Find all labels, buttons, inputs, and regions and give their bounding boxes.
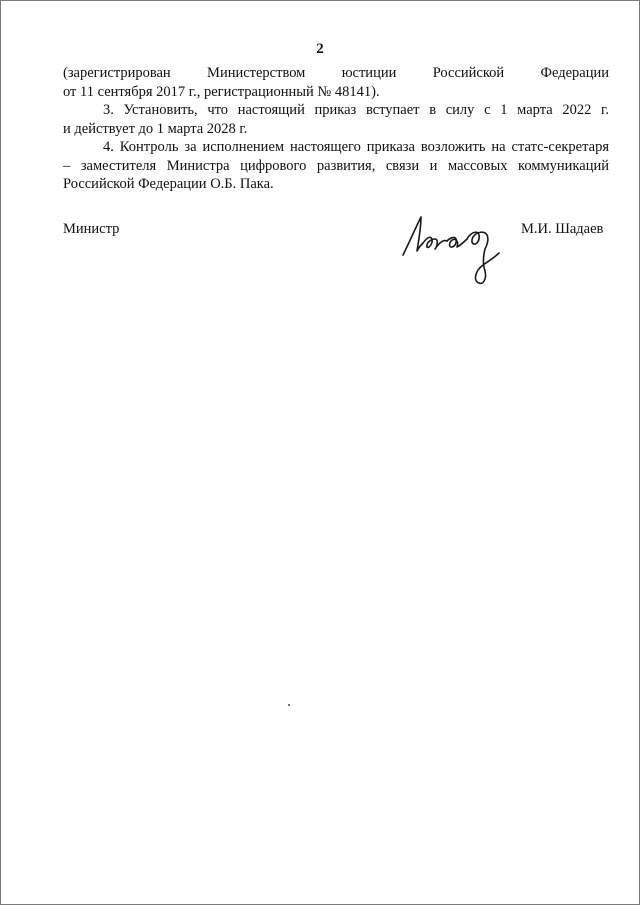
signatory-role: Министр <box>63 221 120 237</box>
paragraph-line: 4. Контроль за исполнением настоящего приказа возложить на статс-секретаря <box>103 139 609 155</box>
document-page <box>1 1 639 904</box>
signatory-name: М.И. Шадаев <box>521 221 604 237</box>
paragraph-line: и действует до 1 марта 2028 г. <box>63 120 248 137</box>
paragraph-line: Российской Федерации О.Б. Пака. <box>63 176 274 192</box>
document-body <box>63 64 609 194</box>
handwritten-signature <box>399 209 511 289</box>
scan-speck <box>288 704 290 706</box>
paragraph-registration <box>63 64 609 101</box>
paragraph-line: – заместителя Министра цифрового развития, связи и массовых коммуникаций <box>63 157 609 174</box>
paragraph-line: (зарегистрирован Министерством юстиции Российской Федерации <box>63 65 609 81</box>
paragraph-item-3 <box>63 101 609 138</box>
paragraph-line: 3. Установить, что настоящий приказ вступает в силу с 1 марта 2022 г. <box>103 102 609 118</box>
page-number: 2 <box>316 41 324 57</box>
paragraph-line: от 11 сентября 2017 г., регистрационный № 48141). <box>63 83 380 100</box>
paragraph-item-4 <box>63 138 609 194</box>
